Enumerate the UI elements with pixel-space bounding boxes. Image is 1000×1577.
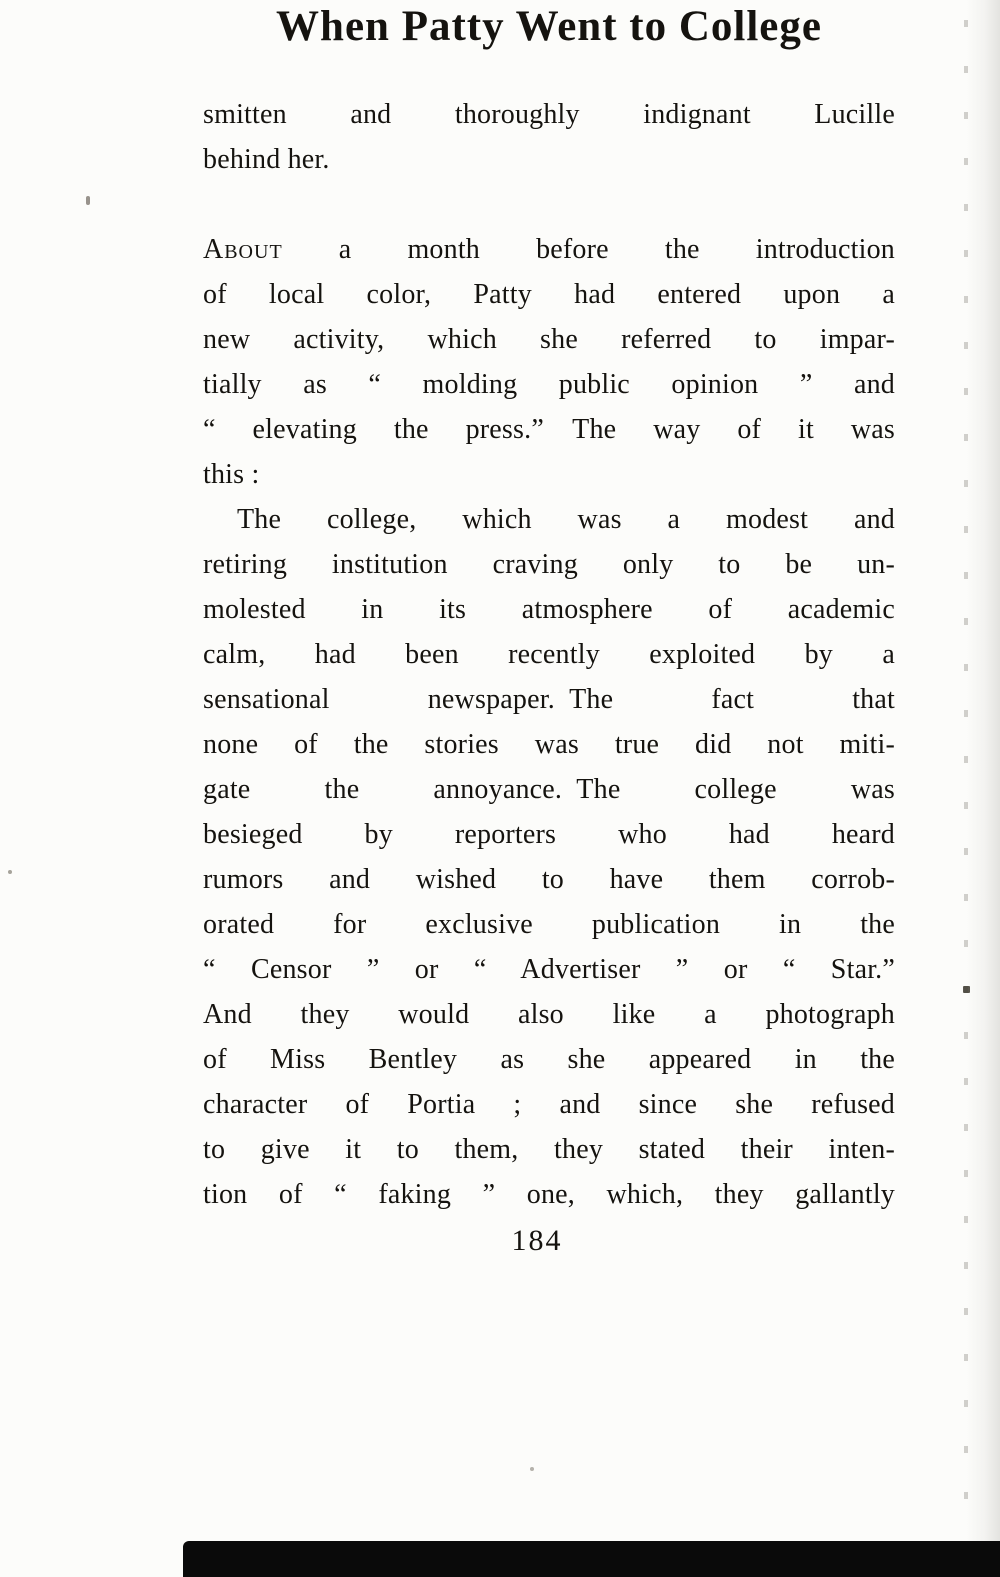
page-body (203, 92, 895, 1217)
paragraph-continuation (203, 92, 895, 182)
text-line: And they would also like a photograph (203, 999, 895, 1030)
text-line: sensational newspaper. The fact that (203, 684, 895, 715)
text-line: smitten and thoroughly indignant Lucille (203, 99, 895, 130)
text-line: character of Portia ; and since she refused (203, 1089, 895, 1120)
text-line: gate the annoyance. The college was (203, 774, 895, 805)
scan-speck (8, 870, 12, 874)
text-line: retiring institution craving only to be un- (203, 549, 895, 580)
text-line: new activity, which she referred to impar- (203, 324, 895, 355)
text-line: About a month before the introduction (203, 234, 895, 265)
text-line: besieged by reporters who had heard (203, 819, 895, 850)
text-line: rumors and wished to have them corrob- (203, 864, 895, 895)
text-line: tially as “ molding public opinion ” and (203, 369, 895, 400)
page-title: When Patty Went to College (276, 3, 822, 50)
text-line: The college, which was a modest and (237, 504, 895, 535)
text-line: molested in its atmosphere of academic (203, 594, 895, 625)
text-line: of local color, Patty had entered upon a (203, 279, 895, 310)
page-edge-shade (966, 0, 1000, 1577)
page-number: 184 (511, 1224, 563, 1257)
text-line: of Miss Bentley as she appeared in the (203, 1044, 895, 1075)
text-line: “ elevating the press.” The way of it was (203, 414, 895, 445)
scan-speck (963, 986, 970, 993)
text-line: this : (203, 459, 260, 490)
scan-edge-marks (964, 20, 968, 1531)
text-line: calm, had been recently exploited by a (203, 639, 895, 670)
scan-speck (86, 196, 90, 205)
text-line: orated for exclusive publication in the (203, 909, 895, 940)
scan-artifact-bar (183, 1541, 1000, 1577)
text-line: tion of “ faking ” one, which, they gallantly (203, 1179, 895, 1210)
text-line: behind her. (203, 144, 330, 175)
text-line: “ Censor ” or “ Advertiser ” or “ Star.” (203, 954, 895, 985)
smallcaps-lead-word: About (203, 234, 283, 265)
paragraph-college (203, 497, 895, 1217)
scan-speck (530, 1467, 534, 1471)
text-line: none of the stories was true did not miti- (203, 729, 895, 760)
paragraph-about (203, 227, 895, 497)
text-line: to give it to them, they stated their inten- (203, 1134, 895, 1165)
